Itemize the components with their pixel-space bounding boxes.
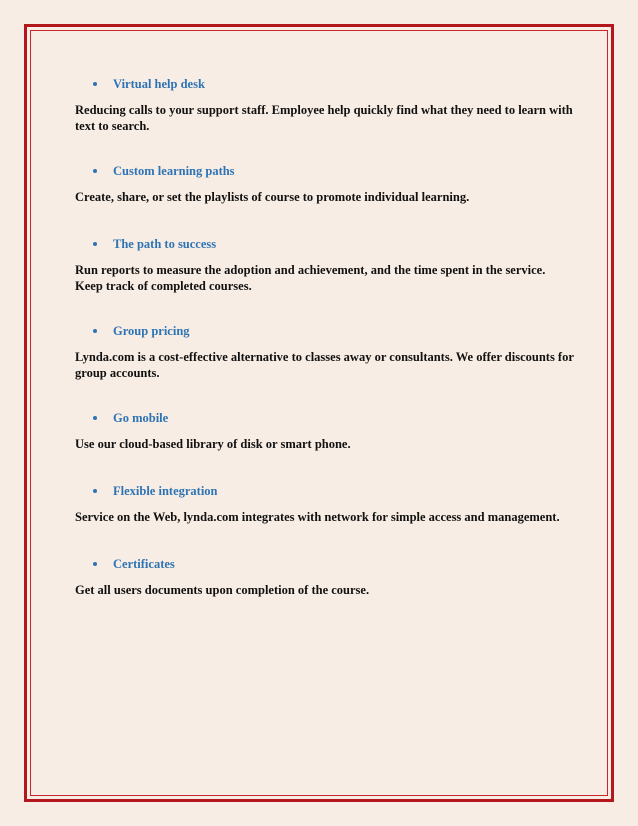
section-body: Lynda.com is a cost-effective alternative to classes away or consultants. We offer discounts for group accounts.	[75, 350, 574, 380]
section-heading	[75, 163, 469, 179]
section-custom-learning-paths	[75, 163, 469, 205]
section-group-pricing	[75, 323, 575, 381]
section-heading	[75, 236, 575, 252]
section-heading-text: Group pricing	[113, 324, 190, 338]
section-heading	[75, 556, 369, 572]
bullet-icon	[93, 169, 97, 173]
section-heading	[75, 323, 575, 339]
section-body: Service on the Web, lynda.com integrates with network for simple access and management.	[75, 510, 560, 524]
section-body: Reducing calls to your support staff. Employee help quickly find what they need to learn with text to search.	[75, 103, 573, 133]
bullet-icon	[93, 329, 97, 333]
section-heading-text: The path to success	[113, 237, 217, 251]
bullet-icon	[93, 242, 97, 246]
section-body: Use our cloud-based library of disk or smart phone.	[75, 437, 351, 451]
bullet-icon	[93, 562, 97, 566]
section-heading	[75, 483, 560, 499]
bullet-icon	[93, 416, 97, 420]
bullet-icon	[93, 489, 97, 493]
section-certificates	[75, 556, 369, 598]
section-heading-text: Certificates	[113, 557, 175, 571]
section-virtual-help-desk	[75, 76, 575, 134]
section-body: Get all users documents upon completion of the course.	[75, 583, 370, 597]
section-heading-text: Virtual help desk	[113, 77, 205, 91]
section-body: Create, share, or set the playlists of course to promote individual learning.	[75, 190, 470, 204]
section-body: Run reports to measure the adoption and achievement, and the time spent in the service. Keep track of completed courses.	[75, 263, 546, 293]
section-flexible-integration	[75, 483, 560, 525]
section-heading-text: Flexible integration	[113, 484, 218, 498]
section-go-mobile	[75, 410, 351, 452]
section-heading	[75, 410, 351, 426]
section-heading-text: Custom learning paths	[113, 164, 235, 178]
section-heading	[75, 76, 575, 92]
bullet-icon	[93, 82, 97, 86]
section-heading-text: Go mobile	[113, 411, 169, 425]
section-path-to-success	[75, 236, 575, 294]
